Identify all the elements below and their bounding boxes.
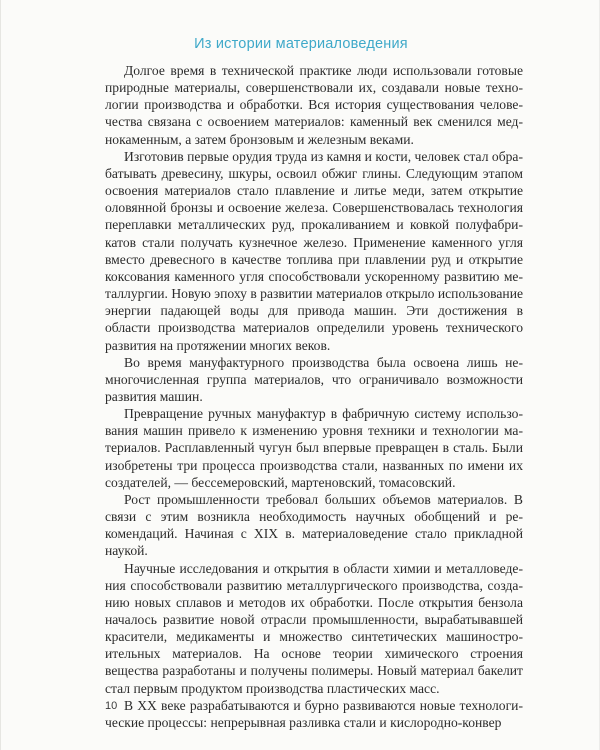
page-title: Из истории материаловедения xyxy=(194,36,408,52)
body-text xyxy=(105,62,523,731)
paragraph: Превращение ручных мануфактур в фабричную систему использования машин привело к изменению уровня техники и технологии материалов. Расплавленный чугун был впервые превращен в сталь. Были изобретены три процесса производства стали, названных по имени их создателей, — бессемеровский, мартеновский, томасовский. xyxy=(105,406,523,490)
page-number: 10 xyxy=(105,700,118,712)
paragraph: В XX веке разрабатываются и бурно развиваются новые технологические процессы: непрерывная разливка стали и кислородно-конвер xyxy=(105,697,523,730)
paragraph: Изготовив первые орудия труда из камня и кости, человек стал обрабатывать древесину, шкуры, освоил обжиг глины. Следующим этапом освоения материалов стало плавление и литье меди, затем открытие оловянной бронзы и освоение железа. Совершенствовалась технология переплавки металлических руд, прокаливанием и ковкой полуфабрикатов стали получать кузнечное железо. Применение каменного угля вместо древесного в качестве топлива при плавлении руд и открытие коксования каменного угля способствовали ускоренному развитию металлургии. Новую эпоху в развитии материалов открыло использование энергии падающей воды для привода машин. Эти достижения в области производства материалов определили уровень технического развития на протяжении многих веков. xyxy=(105,148,523,353)
paragraph: Научные исследования и открытия в области химии и металловедения способствовали развитию металлургического производства, созданию новых сплавов и методов их обработки. После открытия бензола началось развитие новой отрасли промышленности, вырабатывавшей красители, медикаменты и множество синтетических машиностроительных материалов. На основе теории химического строения вещества разработаны и получены полимеры. Новый материал бакелит стал первым продуктом производства пластических масс. xyxy=(105,560,523,696)
paragraph: Рост промышленности требовал больших объемов материалов. В связи с этим возникла необходимость научных обобщений и рекомендаций. Начиная с XIX в. материаловедение стало прикладной наукой. xyxy=(105,491,523,559)
paragraph: Во время мануфактурного производства была освоена лишь немногочисленная группа материалов, что ограничивало возможности развития машин. xyxy=(105,354,523,404)
paragraph: Долгое время в технической практике люди использовали готовые природные материалы, совершенствовали их, создавали новые технологии производства и обработки. Вся история существования человечества связана с освоением материалов: каменный век сменился меднокаменным, а затем бронзовым и железным веками. xyxy=(105,63,523,147)
